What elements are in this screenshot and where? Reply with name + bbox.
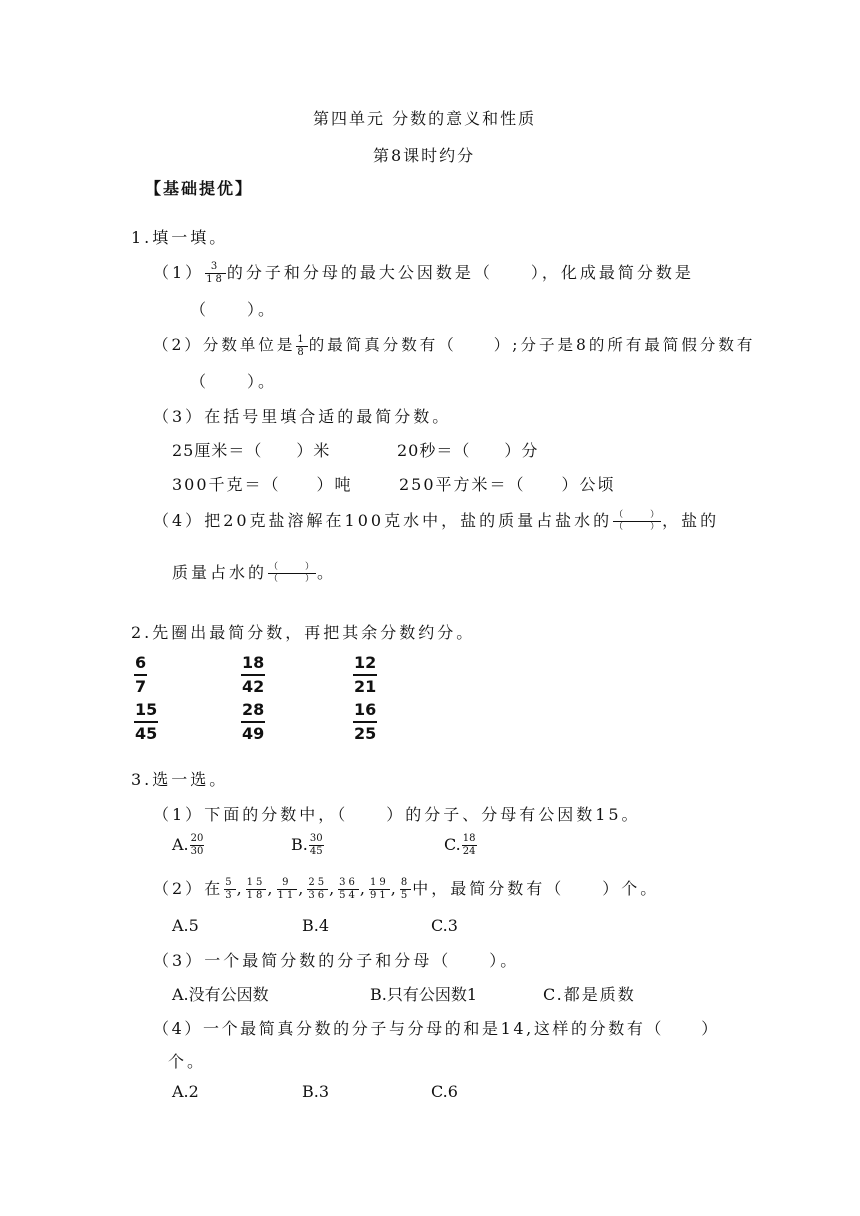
q1-p2-text-a: 分数单位是 <box>202 336 296 354</box>
q3-p1-option-a[interactable]: A. $\frac{20}{30}$ <box>172 833 204 857</box>
q1-p2-line1 <box>153 333 755 358</box>
q2-fraction-1[interactable]: 6 7 <box>135 653 147 696</box>
q3-p3-line <box>153 948 519 971</box>
q3-p4-line1 <box>153 1016 720 1039</box>
q3-p3-option-b[interactable]: B.只有公因数1 <box>370 985 478 1004</box>
q1-p3-item-2: 20秒＝（ ）分 <box>397 441 539 460</box>
q3-p2-text-b: 中，最简分数有（ ）个。 <box>412 879 660 898</box>
q2-fraction-4[interactable]: 15 45 <box>135 700 158 743</box>
q3-p4-line2: 个。 <box>168 1052 207 1071</box>
q3-p2-label: （2） <box>153 879 205 898</box>
q2-heading: 2.先圈出最简分数，再把其余分数约分。 <box>131 623 476 642</box>
q1-p1-line2: （ ）。 <box>190 300 278 319</box>
q1-p1-label: （1） <box>153 263 205 282</box>
q2-fraction-5[interactable]: 28 49 <box>242 700 265 743</box>
q1-p3-line <box>153 404 451 427</box>
q1-p2-label: （2） <box>153 336 203 354</box>
q1-p3-text: 在括号里填合适的最简分数。 <box>204 407 452 426</box>
q2-fraction-3[interactable]: 12 21 <box>354 653 377 696</box>
q1-p4-text-a: 把20克盐溶解在100克水中，盐的质量占盐水的 <box>204 511 613 530</box>
q3-p1-label: （1） <box>153 805 205 824</box>
q1-p4-text-d: 。 <box>317 563 337 582</box>
q3-p2-frac-2: $\frac{15}{18}$ <box>246 877 266 901</box>
q3-p2-frac-3: $\frac{9}{11}$ <box>277 877 297 901</box>
q2-fraction-2[interactable]: 18 42 <box>242 653 265 696</box>
q3-heading: 3.选一选。 <box>131 770 229 789</box>
q2-fraction-6[interactable]: 16 25 <box>354 700 377 743</box>
q3-p4-label: （4） <box>153 1019 203 1038</box>
q1-p2-fraction: $\frac{1}{8}$ <box>297 333 307 358</box>
q3-p2-option-a[interactable]: A.5 <box>172 916 199 935</box>
q3-p2-frac-7: $\frac{8}{5}$ <box>400 877 411 901</box>
q3-p4-option-c[interactable]: C.6 <box>431 1082 458 1101</box>
q3-p4-option-a[interactable]: A.2 <box>172 1082 199 1101</box>
q1-p4-blank-fraction-1[interactable]: $\frac{( )}{( )}$ <box>614 510 663 532</box>
q1-p4-blank-fraction-2[interactable]: $\frac{( )}{( )}$ <box>269 562 318 584</box>
unit-title: 第四单元 分数的意义和性质 <box>313 109 537 128</box>
q3-p1-option-b[interactable]: B. $\frac{30}{45}$ <box>291 833 323 857</box>
q3-p2-line: （2）在 $\frac{5}{3}$ , $\frac{15}{18}$ , $\frac{9}{11}$ , $\frac{25}{36}$ , $\frac{36}{54}$ , $\frac{19}{91}$ , $\frac{8}{5}$ 中，最简分数有（ ）个。 <box>153 877 660 901</box>
q1-p1-line1 <box>153 260 694 285</box>
q3-p1-text: 下面的分数中，（ ）的分子、分母有公因数15。 <box>204 805 641 824</box>
q3-p3-text: 一个最简分数的分子和分母（ ）。 <box>204 951 520 970</box>
q3-p1-option-c[interactable]: C. $\frac{18}{24}$ <box>444 833 476 857</box>
q3-p2-text-a: 在 <box>204 879 224 898</box>
q1-p3-item-4: 250平方米＝（ ）公顷 <box>399 475 616 494</box>
q1-p3-label: （3） <box>153 407 205 426</box>
q1-p2-line2: （ ）。 <box>190 372 278 391</box>
q3-p4-text-a: 一个最简真分数的分子与分母的和是14,这样的分数有（ ） <box>202 1019 720 1038</box>
section-label: 【基础提优】 <box>145 179 254 198</box>
q1-p3-item-3: 300千克＝（ ）吨 <box>172 475 353 494</box>
q1-heading: 1.填一填。 <box>131 228 229 247</box>
q3-p3-option-a[interactable]: A.没有公因数 <box>172 985 269 1004</box>
lesson-title: 第8课时约分 <box>373 146 476 165</box>
q1-p4-text-c: 质量占水的 <box>172 563 268 582</box>
q1-p4-label: （4） <box>153 511 205 530</box>
q3-p2-option-c[interactable]: C.3 <box>431 916 458 935</box>
q3-p3-option-c[interactable]: C.都是质数 <box>543 985 636 1004</box>
q3-p2-option-b[interactable]: B.4 <box>302 916 330 935</box>
q1-p4-line2 <box>172 560 336 584</box>
q3-p2-frac-4: $\frac{25}{36}$ <box>308 877 328 901</box>
q1-p2-text-b: 的最简真分数有（ ）;分子是8的所有最简假分数有 <box>308 336 756 354</box>
q1-p1-text: 的分子和分母的最大公因数是（ ），化成最简分数是 <box>226 263 694 282</box>
q1-p1-fraction: $\frac{3}{18}$ <box>206 261 225 285</box>
q1-p3-item-1: 25厘米＝（ ）米 <box>172 441 331 460</box>
q3-p4-option-b[interactable]: B.3 <box>302 1082 330 1101</box>
q3-p2-frac-5: $\frac{36}{54}$ <box>339 877 358 901</box>
q1-p4-text-b: ，盐的 <box>662 511 720 530</box>
q3-p2-frac-1: $\frac{5}{3}$ <box>225 877 235 901</box>
q1-p4-line1 <box>153 508 719 532</box>
q3-p3-label: （3） <box>153 951 205 970</box>
q3-p2-frac-6: $\frac{19}{91}$ <box>369 877 389 901</box>
q3-p1-line <box>153 802 641 825</box>
